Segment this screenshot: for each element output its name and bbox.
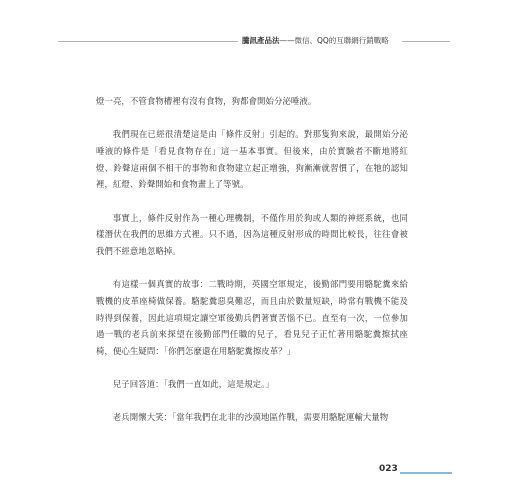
running-header <box>0 35 520 51</box>
paragraph: 事實上，條件反射作為一種心理機制，不僅作用於狗或人類的神經系統，也同樣潛伏在我們的思維方式裡。只不過，因為這種反射形成的時間比較長，往往會被我們不經意地忽略掉。 <box>96 212 408 256</box>
paragraph: 兒子回答道：「我們一直如此，這是規定。」 <box>112 379 274 390</box>
paragraph: 我們現在已經很清楚這是由「條件反射」引起的。對那隻狗來說，最開始分泌唾液的條件是「看見食物存在」這一基本事實。但後來，由於實驗者不斷地將紅燈、鈴聲這兩個不相干的事物和食物建立起正增強，狗漸漸就習慣了，在牠的認知裡，紅燈、鈴聲開始和食物畫上了等號。 <box>96 129 408 190</box>
page-body <box>96 93 408 443</box>
page-footer <box>0 463 520 479</box>
page-number: 023 <box>379 464 398 474</box>
paragraph: 有這樣一個真實的故事：二戰時期，英國空軍規定，後勤部門要用駱駝糞來給戰機的皮革座椅做保養。駱駝糞惡臭難忍，而且由於數量短缺，時常有戰機不能及時得到保養，因此這項規定讓空軍後勤兵們著實苦惱不已。直至有一次，一位參加過一戰的老兵前來探望在後勤部門任職的兒子，看見兒子正忙著用駱駝糞擦拭座椅，便心生疑問：「你們怎麼還在用駱駝糞擦皮革？」 <box>96 279 408 356</box>
header-rule-right <box>402 41 450 42</box>
header-subtitle: ——微信、QQ的互聯網行銷戰略 <box>279 36 389 45</box>
paragraph: 老兵開懷大笑：「當年我們在北非的沙漠地區作戰，需要用駱駝運輸大量物 <box>112 412 389 423</box>
header-title <box>242 35 389 47</box>
footer-accent-rule <box>400 472 452 474</box>
header-rule-left <box>58 41 238 42</box>
paragraph-continuation: 燈一亮，不管食物槽裡有沒有食物，狗都會開始分泌唾液。 <box>96 96 317 106</box>
header-book-title: 騰訊產品法 <box>242 36 280 45</box>
